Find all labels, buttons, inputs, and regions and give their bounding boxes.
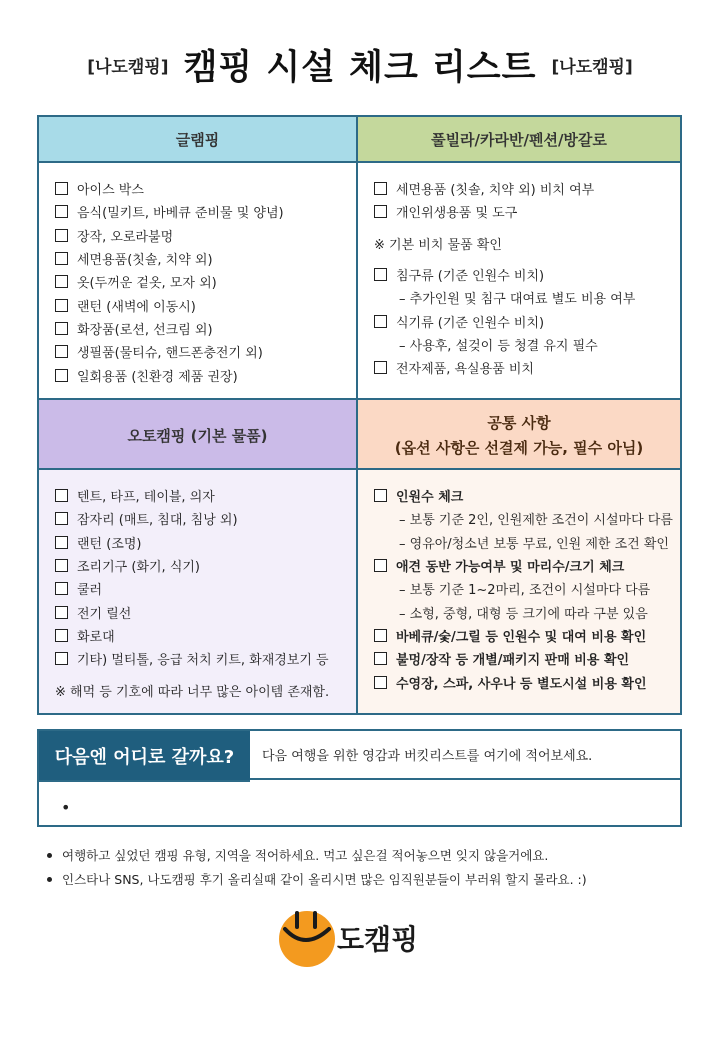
checkbox[interactable] [55,489,68,502]
poolvilla-list [374,177,672,379]
common-list [374,484,672,694]
list-item[interactable]: 잠자리 (매트, 침대, 침낭 외) [55,507,348,530]
bullet-icon [47,853,52,858]
checkbox[interactable] [374,182,387,195]
checkbox[interactable] [55,582,68,595]
section-title-glamping: 글램핑 [175,130,220,149]
list-item[interactable]: 장작, 오로라불멍 [55,224,348,247]
list-item[interactable]: 생필품(물티슈, 핸드폰충전기 외) [55,340,348,363]
next-trip-input-bullet[interactable]: • [61,798,71,817]
checkbox[interactable] [55,512,68,525]
list-item[interactable]: 개인위생용품 및 도구 [374,200,672,223]
list-item[interactable]: 옷(두꺼운 겉옷, 모자 외) [55,270,348,293]
section-title-autocamping: 오토캠핑 (기본 물품) [127,426,268,445]
list-item[interactable]: 세면용품(칫솔, 치약 외) [55,247,348,270]
checkbox[interactable] [55,299,68,312]
list-item[interactable]: 수영장, 스파, 사우나 등 별도시설 비용 확인 [374,670,672,693]
checkbox[interactable] [55,606,68,619]
list-subitem: – 소형, 중형, 대형 등 크기에 따라 구분 있음 [399,606,648,622]
list-item[interactable]: 바베큐/숯/그릴 등 인원수 및 대여 비용 확인 [374,624,672,647]
note: ※ 기본 비치 물품 확인 [374,237,502,253]
checkbox[interactable] [374,652,387,665]
list-item[interactable]: 텐트, 타프, 테이블, 의자 [55,484,348,507]
checkbox[interactable] [55,345,68,358]
list-item[interactable]: 전기 릴선 [55,600,348,623]
section-body-autocamping [39,470,358,713]
checkbox[interactable] [55,182,68,195]
checkbox[interactable] [374,268,387,281]
page-header [0,40,720,90]
checkbox[interactable] [55,652,68,665]
brand-tag-left: [나도캠핑] [87,57,169,78]
section-body-common [358,470,680,713]
section-header-autocamping [39,400,358,470]
checkbox[interactable] [55,629,68,642]
checkbox[interactable] [55,275,68,288]
list-item[interactable]: 화로대 [55,624,348,647]
list-item[interactable]: 세면용품 (칫솔, 치약 외) 비치 여부 [374,177,672,200]
glamping-list [55,177,348,387]
checkbox[interactable] [55,559,68,572]
divider [39,780,250,782]
checkbox[interactable] [55,205,68,218]
next-trip-title: 다음엔 어디로 갈까요? [39,731,250,780]
checkbox[interactable] [374,629,387,642]
next-trip-description: 다음 여행을 위한 영감과 버킷리스트를 여기에 적어보세요. [250,731,680,780]
list-item[interactable]: 아이스 박스 [55,177,348,200]
footnote: 여행하고 싶었던 캠핑 유형, 지역을 적어하세요. 먹고 싶은걸 적어놓으면 잊지 않을거에요. [47,843,587,867]
footnote: 인스타나 SNS, 나도캠핑 후기 올리실때 같이 올리시면 많은 임직원분들이 부러워 할지 몰라요. :) [47,867,587,891]
section-body-glamping [39,163,358,400]
checkbox[interactable] [55,229,68,242]
checkbox[interactable] [55,322,68,335]
list-subitem: – 영유아/청소년 보통 무료, 인원 제한 조건 확인 [399,536,669,552]
list-subitem: – 보통 기준 1~2마리, 조건이 시설마다 다름 [399,583,651,599]
bullet-icon [47,877,52,882]
section-subtitle-common: (옵션 사항은 선결제 가능, 필수 아님) [394,439,644,457]
list-subitem: – 사용후, 설겆이 등 청결 유지 필수 [399,338,598,354]
checkbox[interactable] [55,536,68,549]
checkbox[interactable] [374,489,387,502]
checkbox[interactable] [374,205,387,218]
checklist-grid [37,115,682,715]
checkbox[interactable] [55,252,68,265]
list-item[interactable]: 음식(밀키트, 바베큐 준비물 및 양념) [55,200,348,223]
note: ※ 해먹 등 기호에 따라 너무 많은 아이템 존재함. [55,684,330,700]
list-item[interactable]: 랜턴 (조명) [55,531,348,554]
nadocamping-logo [275,907,445,971]
list-item[interactable]: 화장품(로션, 선크림 외) [55,317,348,340]
section-header-glamping [39,117,358,163]
next-trip-box [37,729,682,827]
list-item[interactable]: 불멍/장작 등 개별/패키지 판매 비용 확인 [374,647,672,670]
list-item[interactable]: 애견 동반 가능여부 및 마리수/크기 체크 [374,554,672,577]
list-item[interactable]: 전자제품, 욕실용품 비치 [374,356,672,379]
brand-tag-right: [나도캠핑] [551,57,633,78]
section-header-poolvilla [358,117,680,163]
section-body-poolvilla [358,163,680,400]
footnotes [47,843,587,891]
checkbox[interactable] [374,315,387,328]
list-item[interactable]: 일회용품 (친환경 제품 권장) [55,363,348,386]
list-item[interactable]: 인원수 체크 [374,484,672,507]
list-item[interactable]: 식기류 (기준 인원수 비치) [374,309,672,332]
list-item[interactable]: 조리기구 (화기, 식기) [55,554,348,577]
checkbox[interactable] [374,676,387,689]
list-item[interactable]: 침구류 (기준 인원수 비치) [374,263,672,286]
section-title-poolvilla: 풀빌라/카라반/펜션/방갈로 [431,130,607,149]
list-subitem: – 추가인원 및 침구 대여료 별도 비용 여부 [399,292,636,308]
logo-text: 도캠핑 [337,923,419,956]
checkbox[interactable] [374,559,387,572]
smiley-face-icon [275,907,445,971]
list-item[interactable]: 기타) 멀티톨, 응급 처치 키트, 화재경보기 등 [55,647,348,670]
list-subitem: – 보통 기준 2인, 인원제한 조건이 시설마다 다름 [399,513,673,529]
checkbox[interactable] [374,361,387,374]
checkbox[interactable] [55,369,68,382]
list-item[interactable]: 쿨러 [55,577,348,600]
autocamping-list [55,484,348,702]
section-header-common [358,400,680,470]
page-title: 캠핑 시설 체크 리스트 [183,48,537,88]
list-item[interactable]: 랜턴 (새벽에 이동시) [55,293,348,316]
section-title-common: 공통 사항 [487,414,551,432]
